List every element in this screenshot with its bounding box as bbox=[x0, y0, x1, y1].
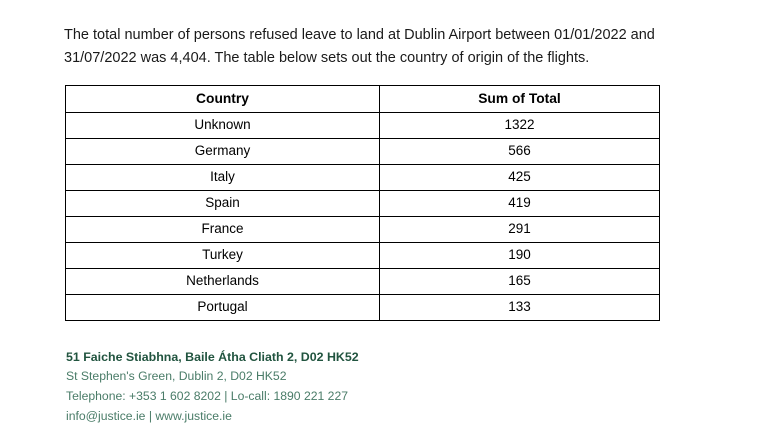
table-row bbox=[66, 242, 660, 268]
table-row bbox=[66, 138, 660, 164]
cell-country: Portugal bbox=[66, 294, 380, 320]
footer-email-web: info@justice.ie | www.justice.ie bbox=[66, 408, 232, 423]
footer-address-english: St Stephen's Green, Dublin 2, D02 HK52 bbox=[66, 369, 287, 384]
column-header-country: Country bbox=[66, 85, 380, 112]
cell-country: Spain bbox=[66, 190, 380, 216]
table-row bbox=[66, 164, 660, 190]
cell-country: Germany bbox=[66, 138, 380, 164]
cell-total: 566 bbox=[380, 138, 660, 164]
cell-country: Turkey bbox=[66, 242, 380, 268]
cell-country: France bbox=[66, 216, 380, 242]
country-totals-table bbox=[65, 85, 660, 321]
table-row bbox=[66, 216, 660, 242]
cell-total: 291 bbox=[380, 216, 660, 242]
cell-country: Unknown bbox=[66, 112, 380, 138]
cell-total: 1322 bbox=[380, 112, 660, 138]
table-row bbox=[66, 268, 660, 294]
footer-address-irish: 51 Faiche Stiabhna, Baile Átha Cliath 2, D02 HK52 bbox=[66, 349, 359, 364]
intro-paragraph: The total number of persons refused leave to land at Dublin Airport between 01/01/2022 and 31/07/2022 was 4,404. The table below sets out the country of origin of the flights. bbox=[64, 27, 655, 67]
document-footer bbox=[66, 347, 717, 426]
cell-total: 425 bbox=[380, 164, 660, 190]
footer-contact: Telephone: +353 1 602 8202 | Lo-call: 1890 221 227 bbox=[66, 388, 349, 403]
table-header-row bbox=[66, 85, 660, 112]
column-header-sum-of-total: Sum of Total bbox=[380, 85, 660, 112]
cell-total: 133 bbox=[380, 294, 660, 320]
table-row bbox=[66, 294, 660, 320]
cell-total: 190 bbox=[380, 242, 660, 268]
cell-total: 165 bbox=[380, 268, 660, 294]
cell-country: Netherlands bbox=[66, 268, 380, 294]
table-row bbox=[66, 112, 660, 138]
table-row bbox=[66, 190, 660, 216]
cell-total: 419 bbox=[380, 190, 660, 216]
cell-country: Italy bbox=[66, 164, 380, 190]
